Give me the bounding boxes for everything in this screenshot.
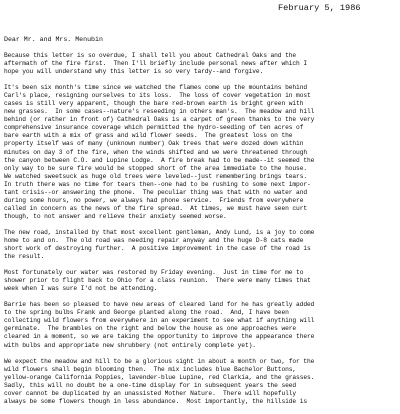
letter-line: It's been six month's time since we watched the flames come up the mountains behind (4, 84, 308, 92)
letter-line: collecting wild flowers from everywhere in an experiment to see what if anything will (4, 317, 315, 325)
letter-line: Because this letter is so overdue, I shall tell you about Cathedral Oaks and the (4, 52, 297, 59)
letter-line: always be some flowers though in less abundance. Most importantly, the hillside is (4, 397, 308, 405)
letter-paragraph (4, 358, 398, 406)
letter-line: shower prior to flight back to Ohio for a class reunion. There were many times that (4, 277, 311, 285)
letter-line: Barrie has been so pleased to have new areas of cleared land for he has greatly added (4, 301, 315, 309)
letter-line: yellow-orange California Poppies, lavender-blue Lupine, red Clarkia, and the grasses. (4, 373, 315, 381)
letter-line: Sadly, this will no doubt be a one-time display for in subsequent years the seed (4, 381, 297, 389)
letter-line: called in concern as the news of the fire spread. At times, we must have seen curt (4, 204, 308, 212)
letter-body (4, 52, 398, 414)
letter-salutation: Dear Mr. and Mrs. Menubin (4, 36, 103, 43)
letter-line: Most fortunately our water was restored by Friday evening. Just in time for me to (4, 269, 304, 277)
letter-paragraph (4, 229, 398, 261)
letter-line: We expect the meadow and hill to be a glorious sight in about a month or two, for the (4, 357, 315, 365)
letter-line: The new road, installed by that most excellent gentleman, Andy Lund, is a joy to come (4, 228, 315, 236)
letter-line: tant crisis--or answering the phone. The peculiar thing was that with no water and (4, 188, 308, 196)
letter-line: cover cannot be duplicated by an unassisted Mother Nature. There will hopefully (4, 389, 297, 397)
letter-line: home to and on. The old road was needing repair anyway and the huge D-8 cats made (4, 236, 304, 244)
letter-paragraph (4, 84, 398, 221)
letter-line: property itself was of many (unknown number) Oak trees that were dozed down within (4, 140, 304, 148)
letter-line: comprehensive insurance coverage which permitted the hydro-seeding of ten acres of (4, 124, 304, 132)
letter-line: Carl's place, resigning ourselves to its loss. The loss of cover vegetation in most (4, 92, 311, 100)
letter-line: germinate. The brambles on the right and below the house as one approaches were (4, 325, 297, 333)
letter-line: short work of destroying further. A positive improvement in the case of the road is (4, 245, 311, 253)
letter-paragraph (4, 52, 398, 76)
letter-line: We watched sweetsuck as huge old trees were leveled--just remembering brings tears. (4, 172, 308, 180)
letter-line: the canyon between C.O. and Lupine Lodge. A fire break had to be made--it seemed the (4, 156, 315, 164)
letter-paragraph (4, 269, 398, 293)
letter-line: In truth there was no time for tears then--one had to be rushing to some next impor- (4, 180, 311, 188)
letter-paragraph (4, 301, 398, 349)
letter-line: the result. (4, 253, 45, 261)
letter-line: only way to be sure fire would be stopped short of the area immediate to the house. (4, 164, 308, 172)
letter-line: minutes on day 3 of the fire, when the winds shifted and we were threatened through (4, 148, 308, 156)
letter-line: new grasses. In some cases--nature's reseeding in others man's. The meadow and hill (4, 108, 315, 116)
letter-line: hope you will understand why this letter is so very tardy--and forgive. (4, 68, 264, 76)
letter-line: with bulbs and appropriate new shrubbery (not entirely complete yet). (4, 341, 256, 349)
letter-line: cleared in a moment, so we are taking the opportunity to improve the appearance there (4, 333, 315, 341)
letter-line: aftermath of the fire first. Then I'll briefly include personal news after which I (4, 60, 308, 68)
letter-line: bare earth with a mix of grass and wild flower seeds. The greatest loss on the (4, 132, 293, 140)
letter-line: behind (or rather in front of) Cathedral Oaks is a carpet of green thanks to the very (4, 116, 315, 124)
letter-line: wild flowers shall begin blooming then. The mix includes blue Bachelor Buttons, (4, 365, 297, 373)
letter-line: though, to not answer and relieve their anxiety seemed worse. (4, 212, 227, 220)
letter-line: to the spring bulbs Frank and George planted along the road. And, I have been (4, 309, 289, 317)
letter-line: cases is still very apparent, though the bare red-brown earth is bright green with (4, 100, 304, 108)
letter-date: February 5, 1986 (278, 3, 361, 13)
letter-line: week when I was sure I'd not be attending. (4, 285, 158, 293)
letter-line: during some hours, no power, we always had phone service. Friends from everywhere (4, 196, 304, 204)
